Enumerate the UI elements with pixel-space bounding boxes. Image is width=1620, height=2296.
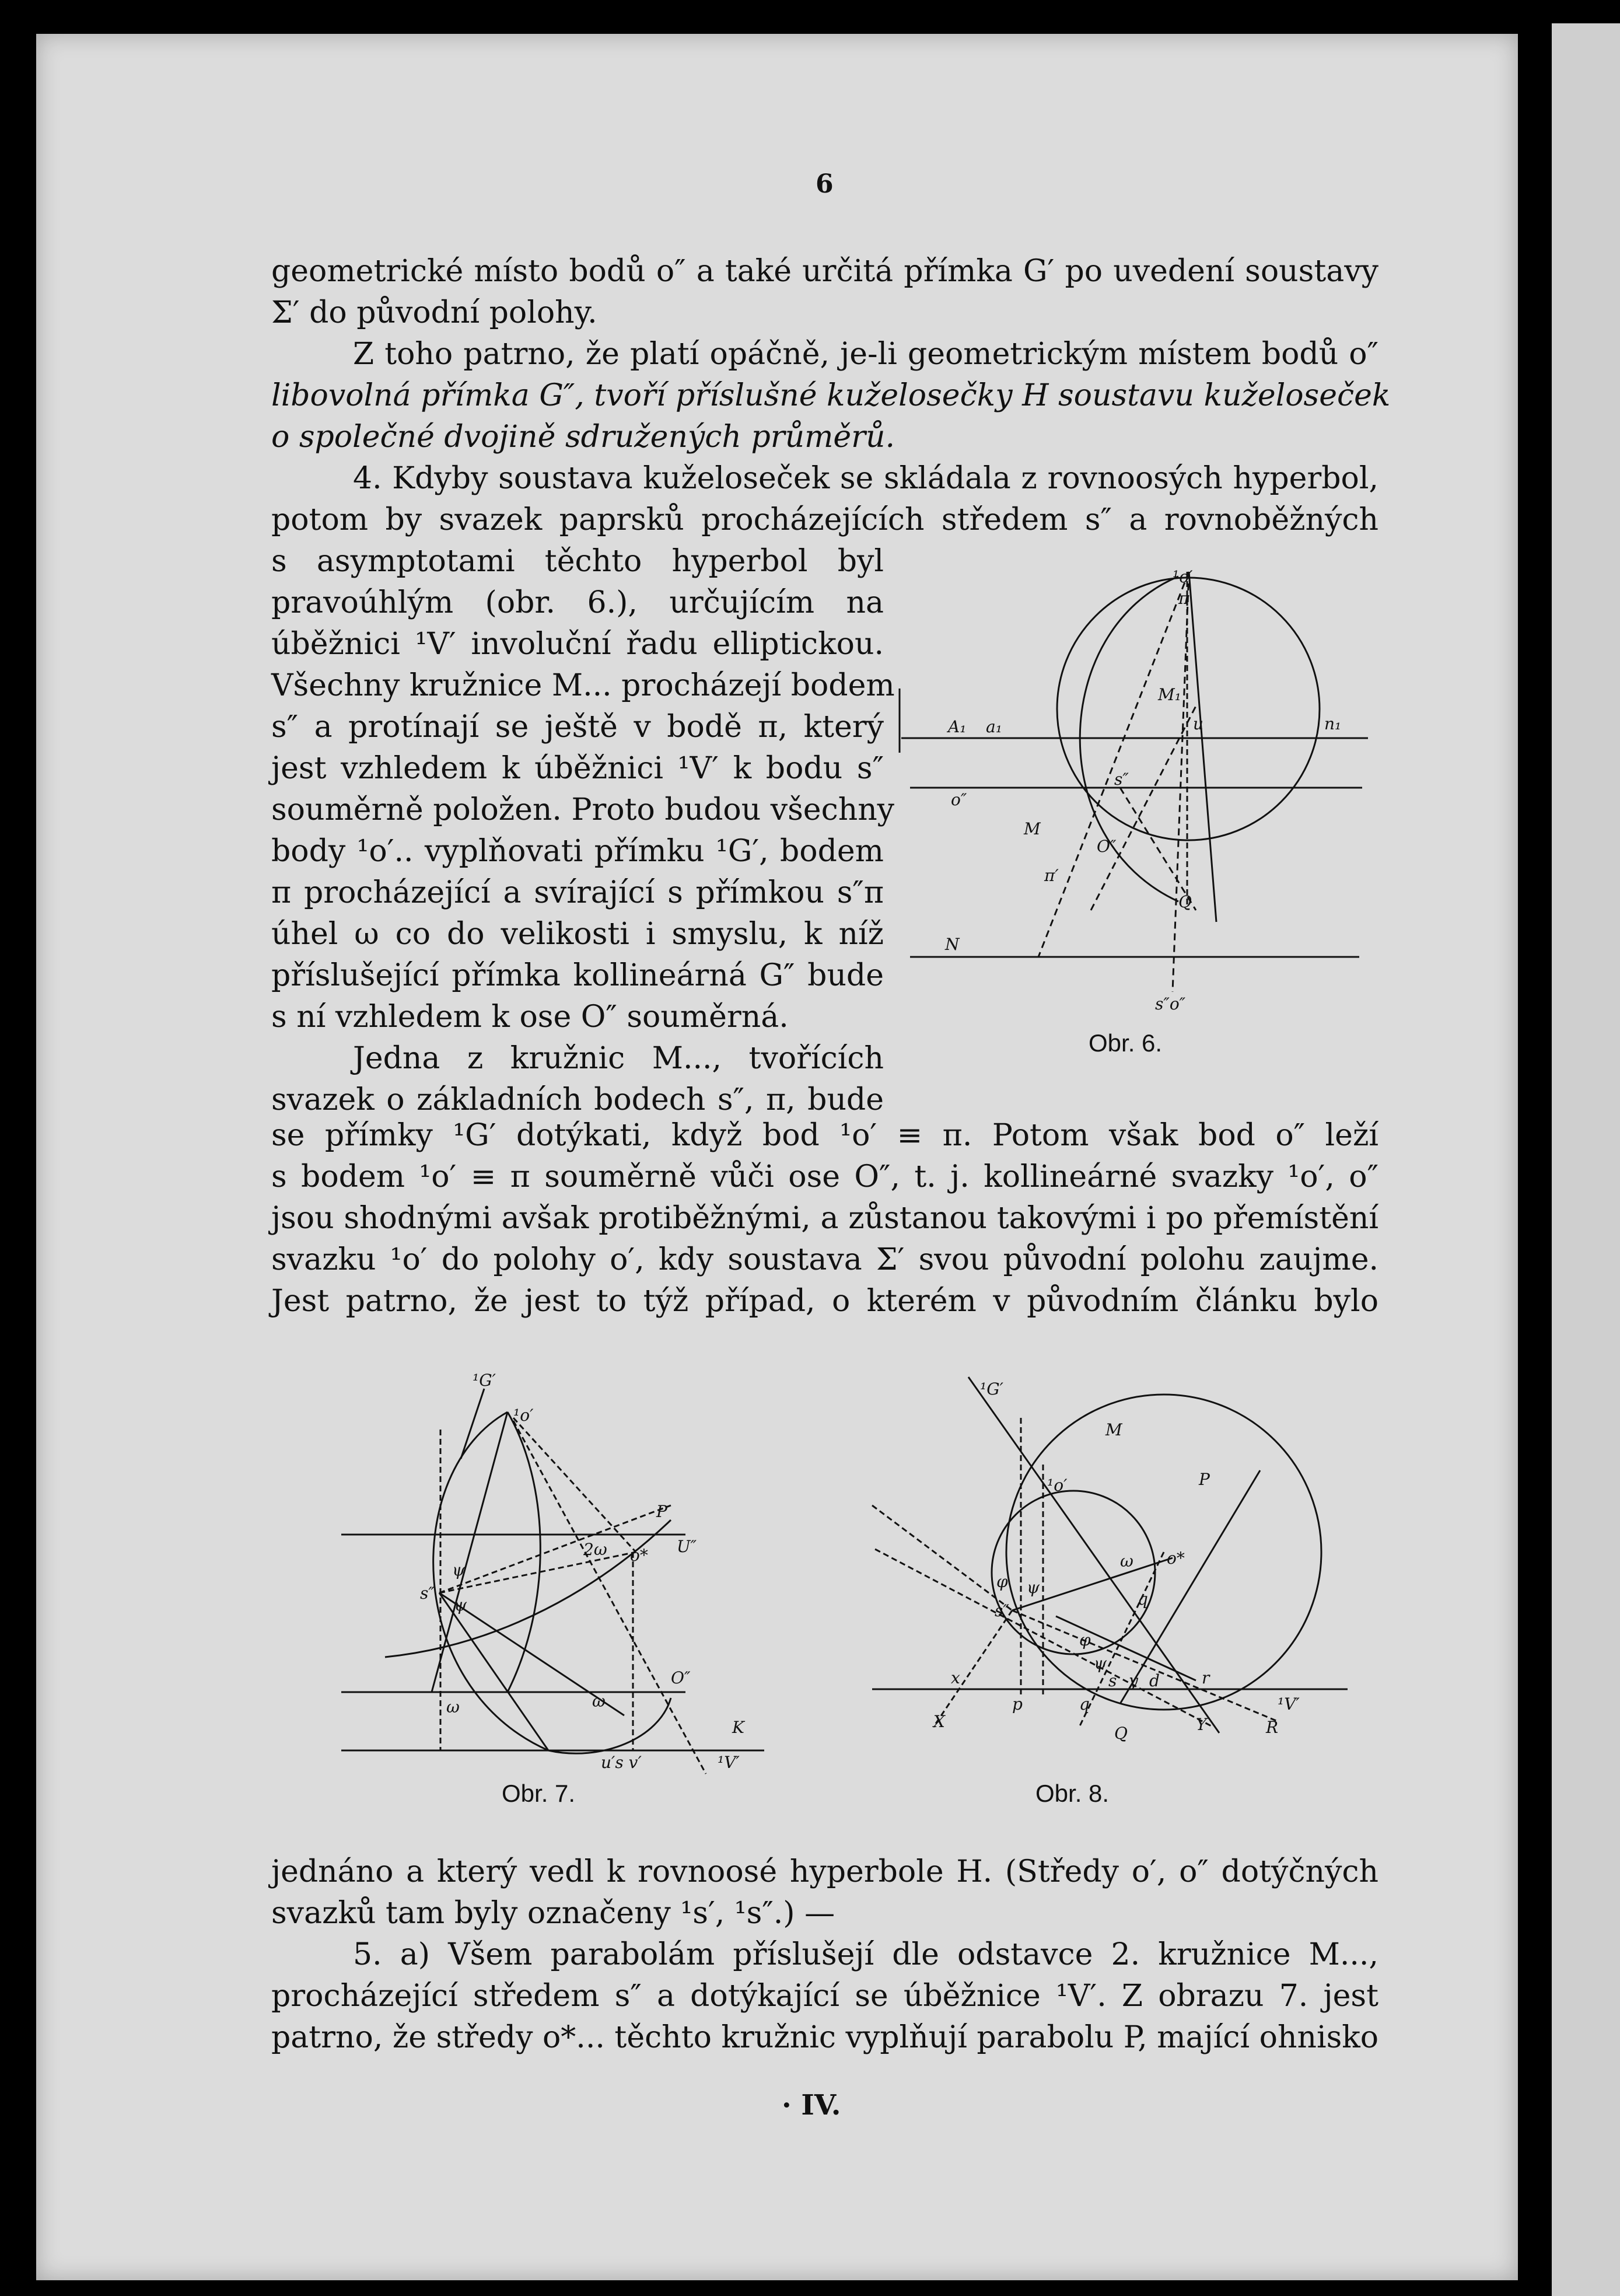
text-line: úběžnici ¹V′ involuční řadu elliptickou. [271,627,884,662]
fig8-label: X [933,1712,945,1731]
fig8-label: Y [1196,1715,1207,1734]
fig6-label: π′ [1044,866,1059,885]
fig8-label: φ [996,1572,1008,1591]
fig8-label: ω [1120,1551,1133,1571]
fig8-label: s″ [995,1601,1009,1620]
paragraph-3 [271,458,1378,541]
fig6-label: N [945,935,960,954]
fig6-label: u [1193,714,1204,733]
page-number: 6 [816,169,834,199]
fig7-label: O″ [671,1668,691,1687]
fig6-label: s″o″ [1155,994,1186,1014]
fig8-label: ¹o′ [1047,1476,1068,1495]
paragraph-2 [271,334,1391,458]
text-line: π procházející a svírající s přímkou s″π [271,875,884,910]
text-line: svazek o základních bodech s″, π, bude [271,1082,884,1117]
figure-8-caption: Obr. 8. [1035,1780,1110,1807]
fig6-label: Q [1178,892,1192,911]
fig6-label: o″ [951,790,967,809]
text-line: jest vzhledem k úběžnici ¹V′ k bodu s″ [271,751,884,786]
signature-mark: · IV. [782,2089,841,2122]
fig8-label: p [1012,1694,1023,1714]
fig8-label: o* [1167,1549,1185,1568]
fig6-label: O″ [1097,837,1117,856]
text-line: pravoúhlým (obr. 6.), určujícím na [271,585,884,620]
fig8-label: ψ [1094,1654,1107,1673]
fig8-label: y [1129,1671,1138,1690]
fig8-dashed-1 [875,1549,1213,1727]
fig8-label: ψ [1027,1578,1040,1597]
paragraph-3-narrow [271,541,895,1121]
text-line: souměrně položen. Proto budou všechny [271,792,895,827]
fig7-label: ψ [452,1560,465,1579]
text-line: Σ′ do původní polohy. [271,295,597,330]
fig6-label: M [1024,819,1041,838]
text-line: jsou shodnými avšak protiběžnými, a zůstanou takovými i po přemístění [271,1201,1378,1236]
fig7-label: o* [630,1546,648,1565]
text-line: 4. Kdyby soustava kuželoseček se skládala z rovnoosých hyperbol, [353,461,1378,496]
text-line: 5. a) Všem parabolám příslušejí dle odstavce 2. kružnice M..., [353,1937,1378,1972]
fig7-circle-arc-2 [508,1412,540,1692]
fig7-label: P [656,1502,667,1521]
fig6-label: π [1178,589,1189,608]
fig8-dashed-3 [933,1610,1012,1727]
text-line: patrno, že středy o*... těchto kružnic vyplňují parabolu P, mající ohnisko [271,2020,1379,2055]
fig8-label: x [951,1668,960,1687]
text-line: Jest patrno, že jest to týž případ, o kterém v původním článku bylo [271,1284,1378,1319]
fig7-label: ¹V′ [718,1753,740,1772]
text-line: geometrické místo bodů o″ a také určitá přímka G′ po uvedení soustavy [271,254,1378,289]
fig8-label: Q [1114,1724,1128,1743]
fig8-label: s [1108,1671,1117,1690]
fig6-label: s″ [1114,770,1129,789]
fig7-label: U″ [677,1537,697,1556]
fig8-label: P [1199,1470,1210,1489]
fig6-chord [1189,572,1216,922]
fig7-label: ¹G′ [473,1371,496,1390]
fig7-label: s″ [420,1584,435,1603]
fig8-label: d [1149,1671,1160,1690]
fig7-label: ψ [454,1595,467,1614]
fig8-label: φ [1079,1630,1091,1650]
text-line: Z toho patrno, že platí opáčně, je-li geometrickým místem bodů o″ [353,337,1378,372]
text-line: svazku ¹o′ do polohy o′, kdy soustava Σ′ svou původní polohu zaujme. [271,1242,1378,1277]
fig7-label: ω [446,1697,460,1717]
fig6-label: ¹o′ [1173,567,1193,586]
fig7-label: K [732,1718,744,1737]
figure-6 [898,560,1377,1021]
text-line: libovolná přímka G″, tvoří příslušné kuželosečky H soustavu kuželoseček [271,378,1391,413]
text-line: Všechny kružnice M... procházejí bodem [271,668,895,703]
fig8-label: ¹G′ [980,1379,1003,1399]
paragraph-5 [271,1851,1378,1934]
fig8-label: ¹V′ [1278,1694,1300,1714]
figure-7 [298,1365,788,1785]
fig8-line-P [1120,1470,1260,1704]
fig8-label: R [1266,1718,1279,1737]
text-line: o společné dvojině sdružených průměrů. [271,420,895,455]
fig6-label: A₁ [948,717,967,736]
text-line: s″ a protínají se ještě v bodě π, který [271,710,884,745]
text-line: s asymptotami těchto hyperbol byl [271,544,884,579]
fig7-label: u′s v′ [601,1753,642,1772]
fig7-dashed-1 [513,1421,706,1774]
text-line: s ní vzhledem k ose O″ souměrná. [271,1000,789,1035]
fig6-circle-large [1057,578,1320,840]
paragraph-1 [271,251,1378,334]
figure-6-caption: Obr. 6. [1089,1029,1163,1057]
paragraph-4 [271,1115,1378,1322]
text-line: Jedna z kružnic M..., tvořících [353,1041,884,1076]
fig6-label: n₁ [1324,714,1342,733]
text-line: potom by svazek paprsků procházejících středem s″ a rovnoběžných [271,502,1378,537]
fig7-label: ¹o′ [513,1406,534,1425]
fig6-label: M₁ [1158,685,1181,704]
fig7-solid-3 [432,1412,508,1692]
text-line: body ¹o′.. vyplňovati přímku ¹G′, bodem [271,834,884,869]
figure-7-caption: Obr. 7. [502,1780,576,1807]
fig6-label: a₁ [986,717,1002,736]
fig8-label: q [1138,1589,1148,1609]
fig8-label: M [1105,1420,1122,1439]
fig8-label: r [1202,1668,1210,1687]
text-line: úhel ω co do velikosti i smyslu, k níž [271,917,884,952]
text-line: s bodem ¹o′ ≡ π souměrně vůči ose O″, t. j. kollineárné svazky ¹o′, o″ [271,1159,1378,1194]
text-line: jednáno a který vedl k rovnoosé hyperbole H. (Středy o′, o″ dotýčných [271,1854,1378,1889]
fig8-line-d [1056,1616,1196,1680]
adjacent-page-edge [1552,23,1620,2296]
text-line: procházející středem s″ a dotýkající se úběžnice ¹V′. Z obrazu 7. jest [271,1979,1378,2014]
text-line: se přímky ¹G′ dotýkati, když bod ¹o′ ≡ π. Potom však bod o″ leží [271,1118,1378,1153]
fig7-label: ω [592,1692,606,1711]
figure-8 [869,1371,1371,1750]
fig8-label: q [1079,1694,1090,1714]
fig7-G-line [461,1389,484,1459]
fig7-label: 2ω [583,1540,607,1559]
text-line: svazků tam byly označeny ¹s′, ¹s″.) — [271,1896,835,1931]
paragraph-6 [271,1934,1378,2059]
text-line: příslušející přímka kollineárná G″ bude [271,958,884,993]
